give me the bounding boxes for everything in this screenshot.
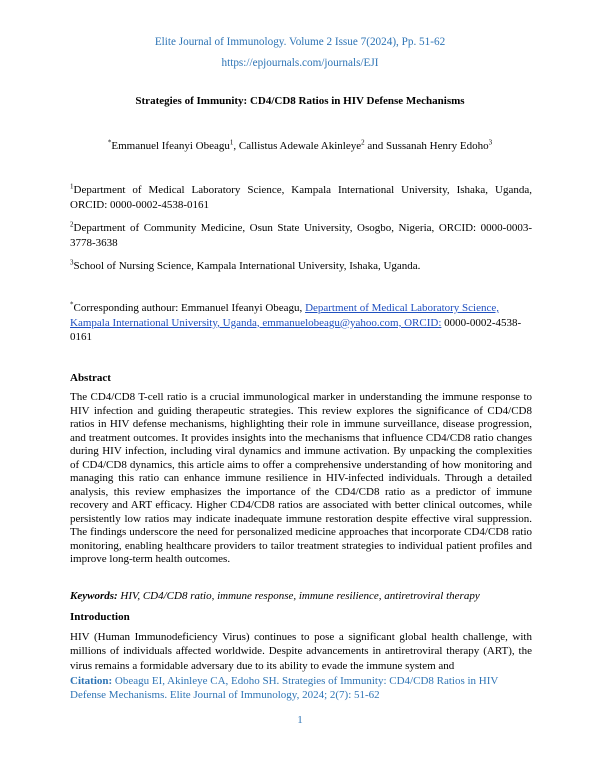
introduction-heading: Introduction [70, 611, 130, 623]
author-list [0, 140, 600, 152]
corresponding-author: *Corresponding authour: Emmanuel Ifeanyi Obeagu, Department of Medical Laboratory Science, Kampala International University, Uganda, emmanuelobeagu@yahoo.com, ORCID: 0000-0002-4538-0161 [70, 300, 522, 344]
journal-header: Elite Journal of Immunology. Volume 2 Issue 7(2024), Pp. 51-62 [154, 36, 446, 48]
affiliation-2: $^2$Department of Community Medicine, Osun State University, Osogbo, Nigeria, ORCID: 0000-0003-3778-3638 [70, 220, 532, 249]
abstract-text: The CD4/CD8 T-cell ratio is a crucial immunological marker in understanding the immune response to HIV infection and guiding therapeutic strategies. This review explores the significance of CD4/CD8 ratios in HIV defense mechanisms, highlighting their role in immune surveillance, disease progression, and treatment outcomes. It provides insights into the mechanisms that influence CD4/CD8 ratio changes during HIV infection, including viral dynamics and immune activation. By unpacking the complexities of CD4/CD8 dynamics, this article aims to offer a comprehensive understanding of how monitoring and managing this ratio can enhance immune resilience in HIV-infected individuals. Through a detailed analysis, this review emphasizes the importance of the CD4/CD8 ratio as a predictor of immune recovery and ART efficacy. Higher CD4/CD8 ratios are associated with better clinical outcomes, while persistently low ratios may indicate inadequate immune restoration despite effective viral suppression. The findings underscore the need for personalized medicine approaches that incorporate CD4/CD8 ratio monitoring, enabling healthcare providers to tailor treatment strategies to individual patient profiles and improve long-term health outcomes. [70, 391, 532, 565]
page-number: 1 [297, 714, 303, 726]
author-1: *Emmanuel Ifeanyi Obeagu$^1$, [107, 138, 239, 152]
author-3: Sussanah Henry Edoho$^3$ [385, 138, 493, 152]
journal-url[interactable]: https://epjournals.com/journals/EJI [221, 57, 379, 69]
affiliation-1: $^1$Department of Medical Laboratory Science, Kampala International University, Ishaka, Uganda, ORCID: 0000-0002-4538-0161 [70, 182, 532, 211]
corresponding-link[interactable]: Department of Medical Laboratory Science, Kampala International University, Uganda, emmanuelobeagu@yahoo.com, ORCID: [70, 302, 500, 329]
keywords: Keywords: HIV, CD4/CD8 ratio, immune response, immune resilience, antiretroviral therapy [70, 590, 480, 602]
citation: Citation: Obeagu EI, Akinleye CA, Edoho SH. Strategies of Immunity: CD4/CD8 Ratios in HIV Defense Mechanisms. Elite Journal of Immunology, 2024; 2(7): 51-62 [70, 675, 499, 702]
introduction-text: HIV (Human Immunodeficiency Virus) continues to pose a significant global health challenge, with millions of individuals affected worldwide. Despite advancements in antiretroviral therapy (ART), the virus remains a formidable adversary due to its ability to evade the immune system and [70, 631, 532, 672]
affiliation-3: $^3$School of Nursing Science, Kampala International University, Ishaka, Uganda. [70, 258, 421, 272]
author-2: Callistus Adewale Akinleye$^2$ and [238, 138, 386, 152]
abstract-heading: Abstract [70, 372, 111, 384]
paper-title: Strategies of Immunity: CD4/CD8 Ratios in HIV Defense Mechanisms [135, 95, 465, 107]
